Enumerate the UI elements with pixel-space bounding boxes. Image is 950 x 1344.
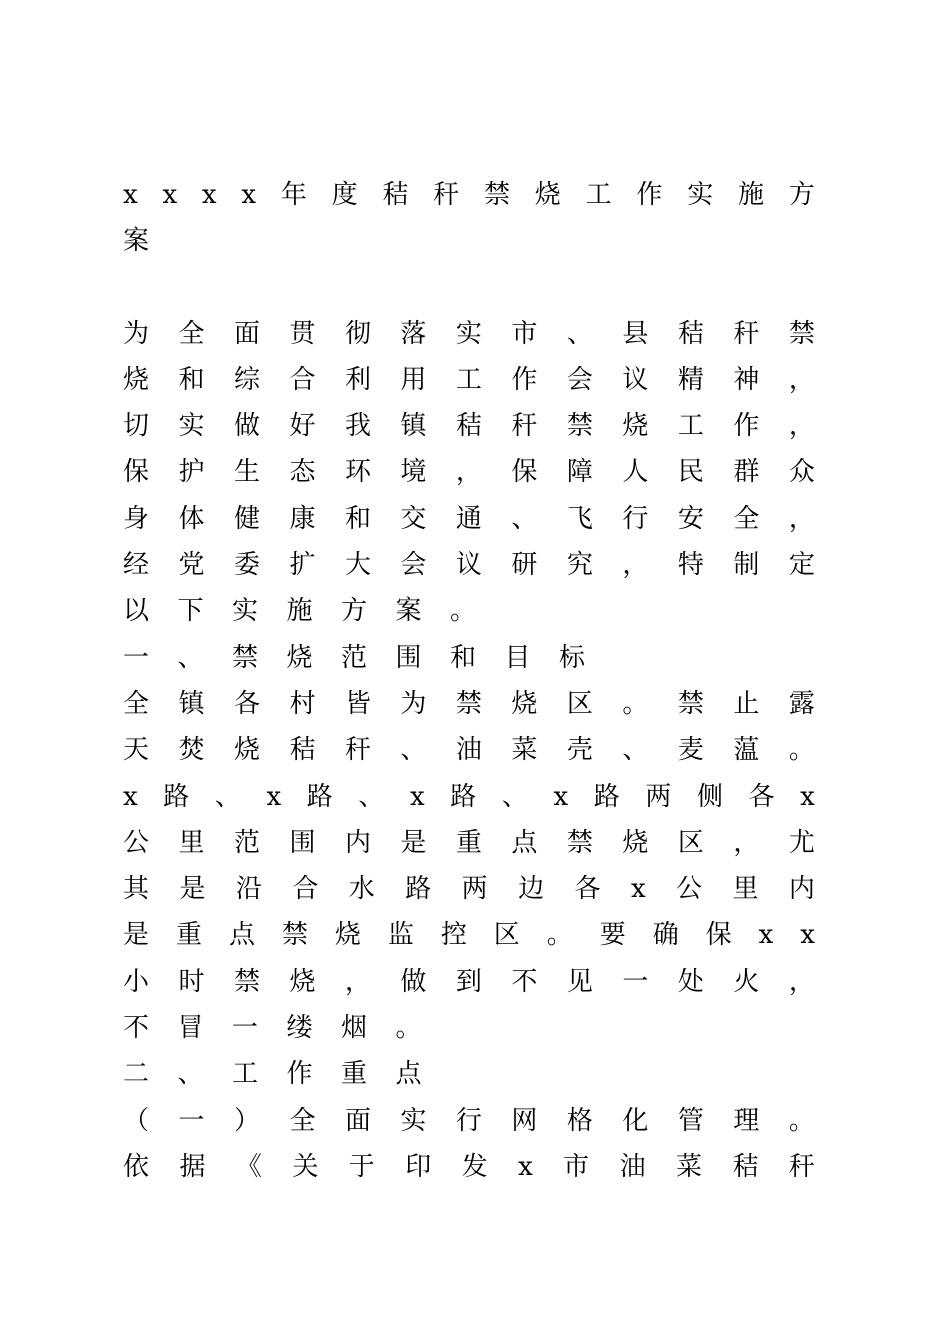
glyph: 火 xyxy=(733,966,760,997)
glyph: x xyxy=(630,874,646,905)
glyph: 天 xyxy=(123,735,150,766)
glyph: 飞 xyxy=(566,503,593,534)
glyph: 路 xyxy=(163,781,190,812)
glyph: 作 xyxy=(636,180,663,210)
glyph: 格 xyxy=(566,1105,593,1136)
glyph: 油 xyxy=(455,735,482,766)
glyph: 要 xyxy=(599,920,626,951)
glyph: 保 xyxy=(511,457,538,488)
glyph: 秆 xyxy=(788,1151,815,1182)
glyph: 究 xyxy=(566,550,593,581)
paragraph-line xyxy=(123,311,815,357)
glyph: 秆 xyxy=(511,411,538,442)
glyph: 不 xyxy=(511,966,538,997)
paragraph-line xyxy=(123,403,815,449)
glyph: 态 xyxy=(289,457,316,488)
glyph: ， xyxy=(788,411,815,442)
glyph: 议 xyxy=(622,364,649,395)
glyph: 村 xyxy=(289,688,316,719)
glyph: 交 xyxy=(400,503,427,534)
glyph: 人 xyxy=(622,457,649,488)
glyph: 作 xyxy=(511,364,538,395)
glyph: 围 xyxy=(289,827,316,858)
glyph: 市 xyxy=(511,318,538,349)
glyph: 合 xyxy=(289,364,316,395)
glyph: x xyxy=(162,180,178,210)
glyph: x xyxy=(241,180,257,210)
glyph: 。 xyxy=(546,920,573,951)
glyph: 、 xyxy=(501,781,528,812)
document-title-line-2: 案 xyxy=(123,226,178,257)
glyph: 好 xyxy=(289,411,316,442)
glyph: 路 xyxy=(593,781,620,812)
glyph: 镇 xyxy=(178,688,205,719)
paragraph-line xyxy=(123,496,815,542)
section-heading: 一、禁烧范围和目标 xyxy=(123,642,614,673)
glyph: 为 xyxy=(400,688,427,719)
glyph: 境 xyxy=(400,457,427,488)
glyph: 镇 xyxy=(400,411,427,442)
glyph: 其 xyxy=(123,874,150,905)
glyph: 烧 xyxy=(534,180,561,210)
glyph: ， xyxy=(788,966,815,997)
glyph: 见 xyxy=(566,966,593,997)
paragraph-line: 不冒一缕烟。 xyxy=(123,1013,451,1044)
glyph: 发 xyxy=(461,1151,488,1182)
glyph: 是 xyxy=(179,874,206,905)
glyph: 众 xyxy=(788,457,815,488)
glyph: 是 xyxy=(400,827,427,858)
glyph: 范 xyxy=(233,827,260,858)
glyph: 秆 xyxy=(344,735,371,766)
glyph: 禁 xyxy=(281,920,308,951)
glyph: 做 xyxy=(400,966,427,997)
glyph: x xyxy=(758,920,774,951)
glyph: 重 xyxy=(175,920,202,951)
glyph: 群 xyxy=(733,457,760,488)
glyph: 烧 xyxy=(511,688,538,719)
glyph: 菜 xyxy=(511,735,538,766)
glyph: 工 xyxy=(455,364,482,395)
glyph: 实 xyxy=(687,180,714,210)
glyph: 控 xyxy=(440,920,467,951)
glyph: 彻 xyxy=(344,318,371,349)
glyph: 网 xyxy=(511,1105,538,1136)
glyph: 露 xyxy=(788,688,815,719)
glyph: 年 xyxy=(280,180,307,210)
glyph: 内 xyxy=(344,827,371,858)
glyph: 扩 xyxy=(289,550,316,581)
paragraph-line xyxy=(123,1144,815,1190)
glyph: 实 xyxy=(178,411,205,442)
glyph: 油 xyxy=(619,1151,646,1182)
glyph: 全 xyxy=(123,688,150,719)
paragraph-line xyxy=(123,866,815,912)
glyph: 止 xyxy=(733,688,760,719)
glyph: 秸 xyxy=(455,411,482,442)
glyph: 依 xyxy=(123,1151,150,1182)
glyph: 沿 xyxy=(235,874,262,905)
glyph: 处 xyxy=(677,966,704,997)
paragraph-line xyxy=(123,357,815,403)
glyph: 和 xyxy=(178,364,205,395)
glyph: 一 xyxy=(178,1105,205,1136)
spacer xyxy=(123,265,815,311)
glyph: 和 xyxy=(344,503,371,534)
glyph: 壳 xyxy=(566,735,593,766)
glyph: 做 xyxy=(233,411,260,442)
glyph: 禁 xyxy=(677,688,704,719)
glyph: 神 xyxy=(733,364,760,395)
glyph: 精 xyxy=(677,364,704,395)
intro-paragraph xyxy=(123,311,815,635)
glyph: 定 xyxy=(788,550,815,581)
glyph: 作 xyxy=(733,411,760,442)
glyph: 经 xyxy=(123,550,150,581)
glyph: 烧 xyxy=(233,735,260,766)
paragraph-line xyxy=(123,727,815,773)
glyph: ， xyxy=(622,550,649,581)
glyph: 康 xyxy=(289,503,316,534)
glyph: 秸 xyxy=(382,180,409,210)
paragraph-line xyxy=(123,912,815,958)
glyph: 综 xyxy=(233,364,260,395)
glyph: 一 xyxy=(622,966,649,997)
glyph: 党 xyxy=(178,550,205,581)
glyph: 全 xyxy=(178,318,205,349)
glyph: x xyxy=(553,781,569,812)
glyph: 是 xyxy=(123,920,150,951)
glyph: x xyxy=(409,781,425,812)
glyph: x xyxy=(201,180,217,210)
glyph: 边 xyxy=(518,874,545,905)
glyph: 禁 xyxy=(484,180,511,210)
glyph: 施 xyxy=(737,180,764,210)
paragraph-line xyxy=(123,959,815,1005)
glyph: 菜 xyxy=(676,1151,703,1182)
glyph: 烧 xyxy=(123,364,150,395)
glyph: 度 xyxy=(331,180,358,210)
glyph: 烧 xyxy=(334,920,361,951)
paragraph-line xyxy=(123,774,815,820)
glyph: 禁 xyxy=(566,411,593,442)
glyph: 印 xyxy=(405,1151,432,1182)
glyph: 路 xyxy=(405,874,432,905)
glyph: 焚 xyxy=(178,735,205,766)
glyph: 烧 xyxy=(622,827,649,858)
section-heading: 二、工作重点 xyxy=(123,1059,451,1090)
glyph: 。 xyxy=(788,735,815,766)
glyph: 路 xyxy=(450,781,477,812)
glyph: 区 xyxy=(677,827,704,858)
glyph: 、 xyxy=(622,735,649,766)
glyph: 禁 xyxy=(455,688,482,719)
glyph: x xyxy=(266,781,282,812)
paragraph-line xyxy=(123,820,815,866)
glyph: 保 xyxy=(123,457,150,488)
glyph: 健 xyxy=(233,503,260,534)
glyph: 县 xyxy=(622,318,649,349)
glyph: 到 xyxy=(455,966,482,997)
glyph: 工 xyxy=(585,180,612,210)
glyph: 研 xyxy=(511,550,538,581)
glyph: （ xyxy=(123,1105,150,1136)
glyph: 实 xyxy=(400,1105,427,1136)
glyph: 方 xyxy=(788,180,815,210)
glyph: 里 xyxy=(732,874,759,905)
glyph: 麦 xyxy=(677,735,704,766)
glyph: 理 xyxy=(733,1105,760,1136)
glyph: 、 xyxy=(214,781,241,812)
glyph: 烧 xyxy=(289,966,316,997)
paragraph-line: 以下实施方案。 xyxy=(123,596,505,627)
glyph: 我 xyxy=(344,411,371,442)
glyph: x xyxy=(800,781,815,812)
glyph: 侧 xyxy=(696,781,723,812)
glyph: x xyxy=(518,1151,533,1182)
glyph: 会 xyxy=(566,364,593,395)
section-2 xyxy=(123,1051,815,1190)
glyph: 秸 xyxy=(677,318,704,349)
glyph: x xyxy=(800,920,815,951)
glyph: 烧 xyxy=(622,411,649,442)
glyph: 区 xyxy=(493,920,520,951)
glyph: 秸 xyxy=(289,735,316,766)
glyph: 路 xyxy=(306,781,333,812)
glyph: x xyxy=(123,781,138,812)
glyph: 确 xyxy=(652,920,679,951)
glyph: 特 xyxy=(677,550,704,581)
glyph: 。 xyxy=(622,688,649,719)
paragraph-line xyxy=(123,449,815,495)
glyph: 尤 xyxy=(788,827,815,858)
glyph: 障 xyxy=(566,457,593,488)
glyph: 点 xyxy=(228,920,255,951)
document-title-line-1 xyxy=(123,172,815,218)
glyph: 皆 xyxy=(344,688,371,719)
glyph: 贯 xyxy=(289,318,316,349)
glyph: 公 xyxy=(676,874,703,905)
glyph: 公 xyxy=(123,827,150,858)
glyph: 点 xyxy=(511,827,538,858)
glyph: 内 xyxy=(788,874,815,905)
glyph: 秸 xyxy=(732,1151,759,1182)
glyph: 行 xyxy=(622,503,649,534)
glyph: 利 xyxy=(344,364,371,395)
glyph: 议 xyxy=(455,550,482,581)
glyph: 区 xyxy=(566,688,593,719)
glyph: 通 xyxy=(455,503,482,534)
glyph: x xyxy=(123,180,138,210)
glyph: 面 xyxy=(344,1105,371,1136)
glyph: 市 xyxy=(563,1151,590,1182)
glyph: 工 xyxy=(677,411,704,442)
glyph: 环 xyxy=(344,457,371,488)
glyph: 两 xyxy=(645,781,672,812)
glyph: 身 xyxy=(123,503,150,534)
paragraph-line xyxy=(123,542,815,588)
glyph: 。 xyxy=(788,1105,815,1136)
glyph: 、 xyxy=(511,503,538,534)
glyph: 关 xyxy=(292,1151,319,1182)
glyph: 保 xyxy=(705,920,732,951)
glyph: 据 xyxy=(179,1151,206,1182)
glyph: 会 xyxy=(400,550,427,581)
glyph: 落 xyxy=(400,318,427,349)
glyph: 里 xyxy=(178,827,205,858)
paragraph-line xyxy=(123,681,815,727)
glyph: 民 xyxy=(677,457,704,488)
section-1 xyxy=(123,635,815,1052)
glyph: 、 xyxy=(358,781,385,812)
glyph: ， xyxy=(788,364,815,395)
glyph: 水 xyxy=(348,874,375,905)
glyph: ， xyxy=(455,457,482,488)
glyph: 各 xyxy=(748,781,775,812)
glyph: 实 xyxy=(455,318,482,349)
glyph: 禁 xyxy=(233,966,260,997)
glyph: 护 xyxy=(178,457,205,488)
glyph: 切 xyxy=(123,411,150,442)
glyph: 大 xyxy=(344,550,371,581)
glyph: ， xyxy=(788,503,815,534)
glyph: 两 xyxy=(461,874,488,905)
glyph: 小 xyxy=(123,966,150,997)
glyph: 、 xyxy=(400,735,427,766)
glyph: 监 xyxy=(387,920,414,951)
glyph: 合 xyxy=(292,874,319,905)
paragraph-line xyxy=(123,1098,815,1144)
glyph: 安 xyxy=(677,503,704,534)
glyph: 为 xyxy=(123,318,150,349)
glyph: ） xyxy=(233,1105,260,1136)
glyph: 行 xyxy=(455,1105,482,1136)
document-page xyxy=(123,172,815,1190)
glyph: 制 xyxy=(733,550,760,581)
glyph: 秆 xyxy=(733,318,760,349)
glyph: 蕰 xyxy=(733,735,760,766)
glyph: 管 xyxy=(677,1105,704,1136)
glyph: 时 xyxy=(178,966,205,997)
glyph: 全 xyxy=(733,503,760,534)
glyph: 化 xyxy=(622,1105,649,1136)
glyph: 、 xyxy=(566,318,593,349)
glyph: 各 xyxy=(574,874,601,905)
glyph: ， xyxy=(344,966,371,997)
glyph: 禁 xyxy=(788,318,815,349)
glyph: 用 xyxy=(400,364,427,395)
glyph: 委 xyxy=(233,550,260,581)
glyph: 《 xyxy=(235,1151,262,1182)
glyph: 重 xyxy=(455,827,482,858)
glyph: 禁 xyxy=(566,827,593,858)
glyph: 秆 xyxy=(433,180,460,210)
glyph: 于 xyxy=(348,1151,375,1182)
glyph: 全 xyxy=(289,1105,316,1136)
glyph: 体 xyxy=(178,503,205,534)
glyph: ， xyxy=(733,827,760,858)
glyph: 生 xyxy=(233,457,260,488)
glyph: 各 xyxy=(233,688,260,719)
glyph: 面 xyxy=(233,318,260,349)
